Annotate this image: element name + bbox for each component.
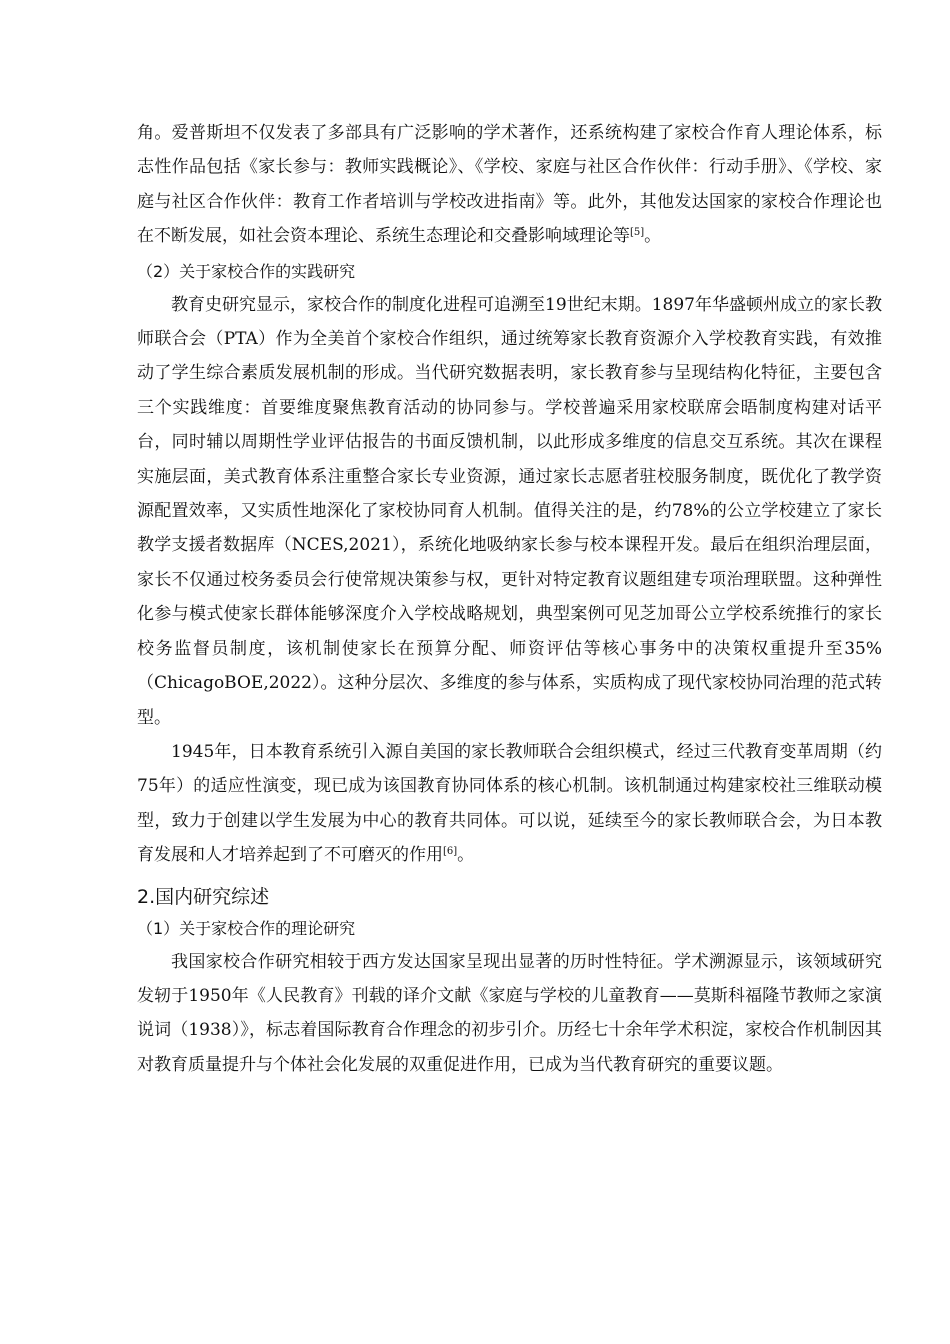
domestic-review-heading: 2.国内研究综述 bbox=[137, 885, 270, 908]
citation-6: [6] bbox=[443, 846, 458, 858]
practice-paragraph-2: 1945年，日本教育系统引入源自美国的家长教师联合会组织模式，经过三代教育变革周期（约75年）的适应性演变，现已成为该国教育协同体系的核心机制。该机制通过构建家校社三维联动模型，致力于创建以学生发展为中心的教育共同体。可以说，延续至今的家长教师联合会，为日本教育发展和人才培养起到了不可磨灭的作用[6]。 bbox=[137, 741, 882, 866]
domestic-paragraph-1: 我国家校合作研究相较于西方发达国家呈现出显著的历时性特征。学术溯源显示，该领域研究发轫于1950年《人民教育》刊载的译介文献《家庭与学校的儿童教育——莫斯科福隆节教师之家演说词（1938）》，标志着国际教育合作理念的初步引介。历经七十余年学术积淀，家校合作机制因其对教育质量提升与个体社会化发展的双重促进作用，已成为当代教育研究的重要议题。 bbox=[137, 951, 882, 1075]
practice-research-heading: （2）关于家校合作的实践研究 bbox=[137, 261, 356, 281]
practice-paragraph-1: 教育史研究显示，家校合作的制度化进程可追溯至19世纪末期。1897年华盛顿州成立的家长教师联合会（PTA）作为全美首个家校合作组织，通过统筹家长教育资源介入学校教育实践，有效推动了学生综合素质发展机制的形成。当代研究数据表明，家长教育参与呈现结构化特征，主要包含三个实践维度：首要维度聚焦教育活动的协同参与。学校普遍采用家校联席会晤制度构建对话平台，同时辅以周期性学业评估报告的书面反馈机制，以此形成多维度的信息交互系统。其次在课程实施层面，美式教育体系注重整合家长专业资源，通过家长志愿者驻校服务制度，既优化了教学资源配置效率，又实质性地深化了家校协同育人机制。值得关注的是，约78%的公立学校建立了家长教学支援者数据库（NCES,2021），系统化地吸纳家长参与校本课程开发。最后在组织治理层面，家长不仅通过校务委员会行使常规决策参与权，更针对特定教育议题组建专项治理联盟。这种弹性化参与模式使家长群体能够深度介入学校战略规划，典型案例可见芝加哥公立学校系统推行的家长校务监督员制度，该机制使家长在预算分配、师资评估等核心事务中的决策权重提升至35%（ChicagoBOE,2022）。这种分层次、多维度的参与体系，实质构成了现代家校协同治理的范式转型。 bbox=[137, 294, 882, 728]
citation-5: [5] bbox=[630, 227, 645, 239]
domestic-theory-heading: （1）关于家校合作的理论研究 bbox=[137, 918, 356, 938]
intro-paragraph: 角。爱普斯坦不仅发表了多部具有广泛影响的学术著作，还系统构建了家校合作育人理论体系，标志性作品包括《家长参与：教师实践概论》、《学校、家庭与社区合作伙伴：行动手册》、《学校、家庭与社区合作伙伴：教育工作者培训与学校改进指南》等。此外，其他发达国家的家校合作理论也在不断发展，如社会资本理论、系统生态理论和交叠影响域理论等[5]。 bbox=[137, 123, 882, 247]
